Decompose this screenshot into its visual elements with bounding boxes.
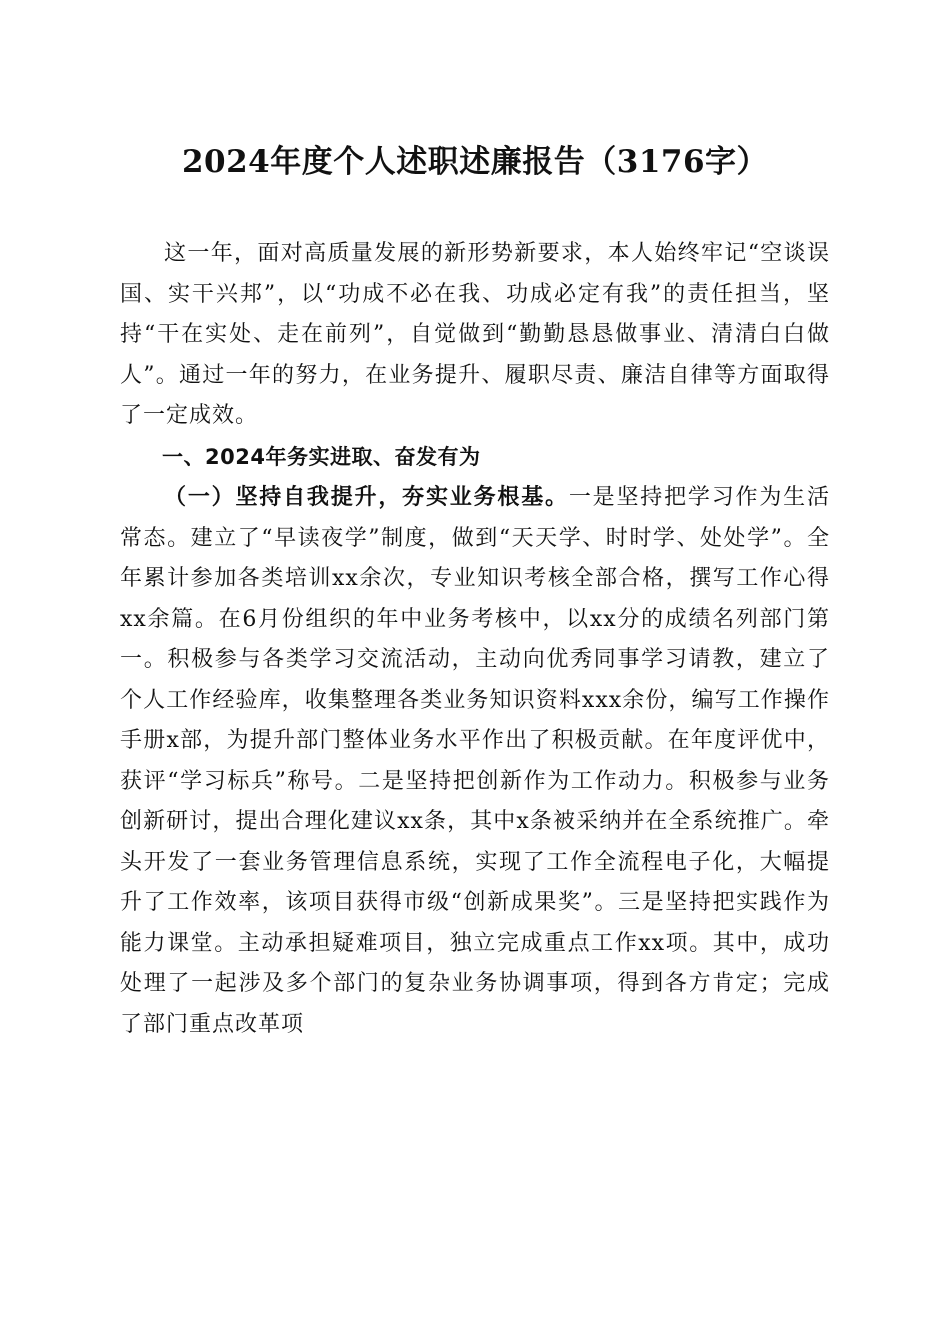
document-title: 2024年度个人述职述廉报告（3176字） (181, 144, 769, 180)
document-body (120, 234, 830, 1045)
section-heading: 一、2024年务实进取、奋发有为 (162, 444, 481, 469)
intro-paragraph: 这一年，面对高质量发展的新形势新要求，本人始终牢记“空谈误国、实干兴邦”，以“功成不必在我、功成必定有我”的责任担当，坚持“干在实处、走在前列”，自觉做到“勤勤恳恳做事业、清清白白做人”。通过一年的努力，在业务提升、履职尽责、廉洁自律等方面取得了一定成效。 (120, 241, 830, 428)
subsection-body: 一是坚持把学习作为生活常态。建立了“早读夜学”制度，做到“天天学、时时学、处处学”。全年累计参加各类培训xx余次，专业知识考核全部合格，撰写工作心得xx余篇。在6月份组织的年中业务考核中，以xx分的成绩名列部门第一。积极参与各类学习交流活动，主动向优秀同事学习请教，建立了个人工作经验库，收集整理各类业务知识资料xxx余份，编写工作操作手册x部，为提升部门整体业务水平作出了积极贡献。在年度评优中，获评“学习标兵”称号。二是坚持把创新作为工作动力。积极参与业务创新研讨，提出合理化建议xx条，其中x条被采纳并在全系统推广。牵头开发了一套业务管理信息系统，实现了工作全流程电子化，大幅提升了工作效率，该项目获得市级“创新成果奖”。三是坚持把实践作为能力课堂。主动承担疑难项目，独立完成重点工作xx项。其中，成功处理了一起涉及多个部门的复杂业务协调事项，得到各方肯定；完成了部门重点改革项 (120, 485, 830, 1037)
subsection-paragraph (120, 477, 830, 1045)
subsection-lead: （一）坚持自我提升，夯实业务根基。 (164, 484, 569, 510)
